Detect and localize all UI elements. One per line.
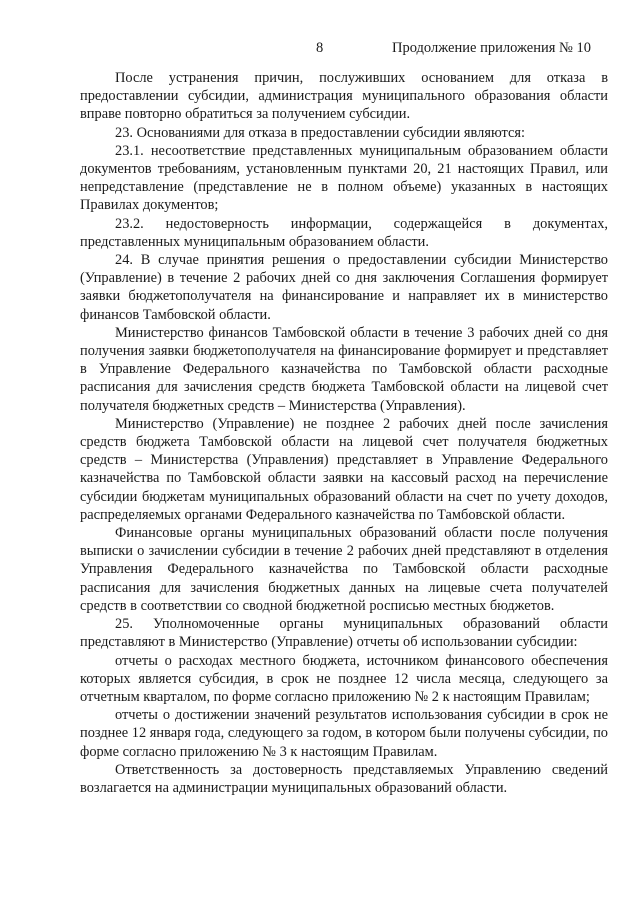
paragraph: Министерство (Управление) не позднее 2 рабочих дней после зачисления средств бюджета Тамбовской области на лицевой счет получателя бюджетных средств – Министерства (Управления) представляет в Управление Федерального казначейства по Тамбовской области заявки на кассовый расход на перечисление субсидии бюджетам муниципальных образований области на счет по учету доходов, распределяемых органами Федерального казначейства по Тамбовской области. xyxy=(80,415,608,523)
paragraph: 25. Уполномоченные органы муниципальных образований области представляют в Министерство (Управление) отчеты об использовании субсидии: xyxy=(80,616,608,651)
appendix-continuation-note: Продолжение приложения № 10 xyxy=(392,40,591,56)
paragraph: отчеты о достижении значений результатов использования субсидии в срок не позднее 12 января года, следующего за годом, в котором были получены субсидии, по форме согласно приложению № 3 к настоящим Правилам. xyxy=(80,707,608,760)
paragraph: После устранения причин, послуживших основанием для отказа в предоставлении субсидии, администрация муниципального образования области вправе повторно обратиться за получением субсидии. xyxy=(80,70,608,123)
paragraph: 23.1. несоответствие представленных муниципальным образованием области документов требованиям, установленным пунктами 20, 21 настоящих Правил, или непредставление (представление не в полном объеме) указанных в настоящих Правилах документов; xyxy=(80,142,608,214)
paragraph: 23. Основаниями для отказа в предоставлении субсидии являются: xyxy=(115,124,525,141)
paragraph: 23.2. недостоверность информации, содержащейся в документах, представленных муниципальным образованием области. xyxy=(80,215,608,250)
page-number: 8 xyxy=(316,40,324,56)
paragraph: отчеты о расходах местного бюджета, источником финансового обеспечения которых является субсидия, в срок не позднее 12 числа месяца, следующего за отчетным кварталом, по форме согласно приложению № 2 к настоящим Правилам; xyxy=(80,652,608,705)
paragraph: Финансовые органы муниципальных образований области после получения выписки о зачислении субсидии в течение 2 рабочих дней представляют в отделения Управления Федерального казначейства по Тамбовской области расходные расписания для зачисления бюджетных данных на лицевые счета получателей средств в соответствии со сводной бюджетной росписью местных бюджетов. xyxy=(80,525,608,614)
paragraph: 24. В случае принятия решения о предоставлении субсидии Министерство (Управление) в течение 2 рабочих дней со дня заключения Соглашения формирует заявки бюджетополучателя на финансирование и направляет их в министерство финансов Тамбовской области. xyxy=(80,252,608,323)
paragraph: Ответственность за достоверность представляемых Управлению сведений возлагается на администрации муниципальных образований области. xyxy=(80,761,608,796)
document-body xyxy=(80,69,608,797)
paragraph: Министерство финансов Тамбовской области в течение 3 рабочих дней со дня получения заявки бюджетополучателя на финансирование формирует и представляет в Управление Федерального казначейства по Тамбовской области расходные расписания для зачисления средств бюджета Тамбовской области на лицевой счет получателя бюджетных средств – Министерства (Управления). xyxy=(80,324,608,414)
